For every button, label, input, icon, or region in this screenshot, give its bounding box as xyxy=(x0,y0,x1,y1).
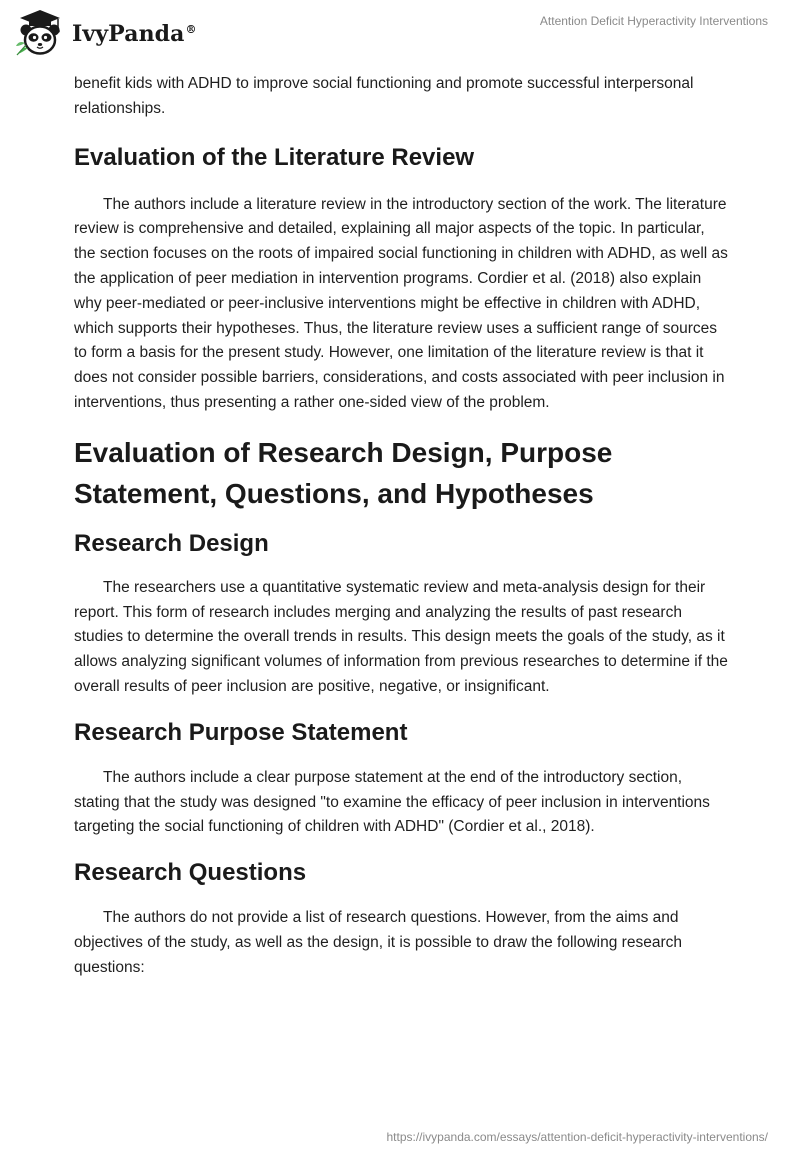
source-url-link[interactable]: https://ivypanda.com/essays/attention-deficit-hyperactivity-interventions/ xyxy=(386,1130,768,1144)
purpose-statement-paragraph: The authors include a clear purpose statement at the end of the introductory section, stating that the study was designed "to examine the efficacy of peer inclusion in interventions targeting the social functioning of children with ADHD" (Cordier et al., 2018). xyxy=(74,768,710,836)
panda-graduate-icon xyxy=(14,8,66,58)
literature-review-paragraph: The authors include a literature review in the introductory section of the work. The literature review is comprehensive and detailed, explaining all major aspects of the topic. In particular, the section focuses on the roots of impaired social functioning in children with ADHD, as well as the application of peer mediation in intervention programs. Cordier et al. (2018) also explain why peer-mediated or peer-inclusive interventions might be effective in children with ADHD, which supports their hypotheses. Thus, the literature review uses a sufficient range of sources to form a basis for the present study. However, one limitation of the literature review is that it does not consider possible barriers, considerations, and costs associated with peer inclusion in interventions, thus presenting a rather one-sided view of the problem. xyxy=(74,195,728,411)
purpose-statement-heading: Research Purpose Statement xyxy=(74,718,408,746)
research-design-paragraph: The researchers use a quantitative systematic review and meta-analysis design for their report. This form of research includes merging and analyzing the results of past research studies to determine the overall trends in results. This design meets the goals of the study, as it allows analyzing significant volumes of information from previous researches to determine if the overall results of peer inclusion are positive, negative, or insignificant. xyxy=(74,578,728,695)
ivypanda-logo[interactable] xyxy=(14,8,197,58)
document-title: Attention Deficit Hyperactivity Interventions xyxy=(539,14,768,28)
essay-content xyxy=(74,72,728,981)
intro-continuation-paragraph: benefit kids with ADHD to improve social functioning and promote successful interpersonal relationships. xyxy=(74,75,694,117)
page-header xyxy=(0,0,800,72)
registered-mark: ® xyxy=(185,22,197,36)
logo-wordmark: IvyPanda® xyxy=(72,21,197,47)
literature-review-heading: Evaluation of the Literature Review xyxy=(74,143,475,171)
research-design-heading: Research Design xyxy=(74,529,269,557)
research-questions-heading: Research Questions xyxy=(74,859,307,887)
research-design-section-heading: Evaluation of Research Design, Purpose Statement, Questions, and Hypotheses xyxy=(74,436,613,509)
research-questions-paragraph: The authors do not provide a list of research questions. However, from the aims and objectives of the study, as well as the design, it is possible to draw the following research questions: xyxy=(74,909,682,976)
